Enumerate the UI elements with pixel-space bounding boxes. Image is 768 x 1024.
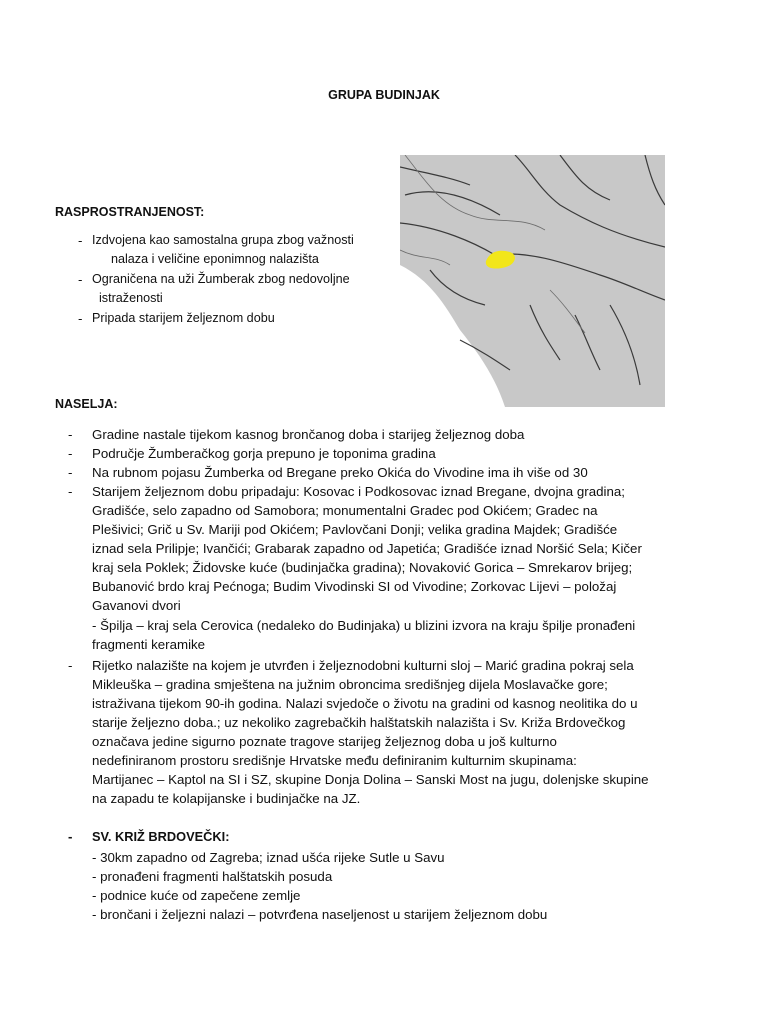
paragraph-line: Rijetko nalazište na kojem je utvrđen i željeznodobni kulturni sloj – Marić gradina pokraj sela xyxy=(92,658,634,673)
paragraph-line: starije željezno doba.; uz nekoliko zagrebačkih halštatskih nalazišta i Sv. Križa Brdovečkog xyxy=(92,715,626,730)
paragraph-line: - Špilja – kraj sela Cerovica (nedaleko do Budinjaka) u blizini izvora na kraju špilje pronađeni xyxy=(92,618,636,633)
paragraph-line: kraj sela Poklek; Židovske kuće (budinjačka gradina); Novaković Gorica – Smrekarov brijeg; xyxy=(92,560,633,575)
bullet-text: Ograničena na uži Žumberak zbog nedovoljne xyxy=(92,272,350,286)
paragraph-line: istraživana tijekom 90-ih godina. Nalazi svjedoče o životu na gradini od kasnog neolitika do u xyxy=(92,696,638,711)
map-image xyxy=(400,155,665,407)
bullet-text: istraženosti xyxy=(99,291,163,305)
section-heading-sv-kriz-brdovecki: SV. KRIŽ BRDOVEČKI: xyxy=(92,829,230,844)
paragraph-line: na zapadu te kolapijanske i budinjačke na JZ. xyxy=(92,791,361,806)
bullet-dash: - xyxy=(68,427,73,442)
paragraph-line: označava jedine sigurno poznate tragove starijeg željeznog doba u još kulturno xyxy=(92,734,557,749)
bullet-text: nalaza i veličine eponimnog nalazišta xyxy=(111,252,319,266)
paragraph-line: nedefiniranom prostoru središnje Hrvatske među definiranim kulturnim skupinama: xyxy=(92,753,577,768)
bullet-dash: - xyxy=(68,658,73,673)
paragraph-line: - brončani i željezni nalazi – potvrđena naseljenost u starijem željeznom dobu xyxy=(92,907,548,922)
paragraph-line: - pronađeni fragmenti halštatskih posuda xyxy=(92,869,333,884)
paragraph-line: iznad sela Prilipje; Ivančići; Grabarak zapadno od Japetića; Gradišće iznad Noršić Sela; Kičer xyxy=(92,541,642,556)
bullet-dash: - xyxy=(78,311,83,326)
bullet-text: Izdvojena kao samostalna grupa zbog važnosti xyxy=(92,233,354,247)
bullet-dash: - xyxy=(78,233,83,248)
paragraph-line: Na rubnom pojasu Žumberka od Bregane preko Okića do Vivodine ima ih više od 30 xyxy=(92,465,588,480)
paragraph-line: - podnice kuće od zapečene zemlje xyxy=(92,888,301,903)
paragraph-line: Gradine nastale tijekom kasnog brončanog doba i starijeg željeznog doba xyxy=(92,427,525,442)
paragraph-line: Područje Žumberačkog gorja prepuno je toponima gradina xyxy=(92,446,436,461)
paragraph-line: Plešivici; Grič u Sv. Mariji pod Okićem; Pavlovčani Donji; velika gradina Majdek; Gradišće xyxy=(92,522,618,537)
paragraph-line: - 30km zapadno od Zagreba; iznad ušća rijeke Sutle u Savu xyxy=(92,850,445,865)
bullet-dash: - xyxy=(68,465,73,480)
bullet-text: Pripada starijem željeznom dobu xyxy=(92,311,275,325)
bullet-dash: - xyxy=(78,272,83,287)
paragraph-line: Bubanović brdo kraj Pećnoga; Budim Vivodinski SI od Vivodine; Zorkovac Lijevi – položaj xyxy=(92,579,617,594)
section-heading-rasprostranjenost: RASPROSTRANJENOST: xyxy=(55,205,205,219)
paragraph-line: Starijem željeznom dobu pripadaju: Kosovac i Podkosovac iznad Bregane, dvojna gradina; xyxy=(92,484,625,499)
paragraph-line: Martijanec – Kaptol na SI i SZ, skupine Donja Dolina – Sanski Most na jugu, dolenjske skupine xyxy=(92,772,649,787)
paragraph-line: Gradišće, selo zapadno od Samobora; monumentalni Gradec pod Okićem; Gradec na xyxy=(92,503,598,518)
paragraph-line: fragmenti keramike xyxy=(92,637,206,652)
paragraph-line: Mikleuška – gradina smještena na južnim obroncima središnjeg dijela Moslavačke gore; xyxy=(92,677,608,692)
bullet-dash: - xyxy=(68,446,73,461)
section-heading-naselja: NASELJA: xyxy=(55,397,118,411)
bullet-dash: - xyxy=(68,829,73,844)
paragraph-line: Gavanovi dvori xyxy=(92,598,181,613)
document-title: GRUPA BUDINJAK xyxy=(328,88,440,102)
bullet-dash: - xyxy=(68,484,73,499)
